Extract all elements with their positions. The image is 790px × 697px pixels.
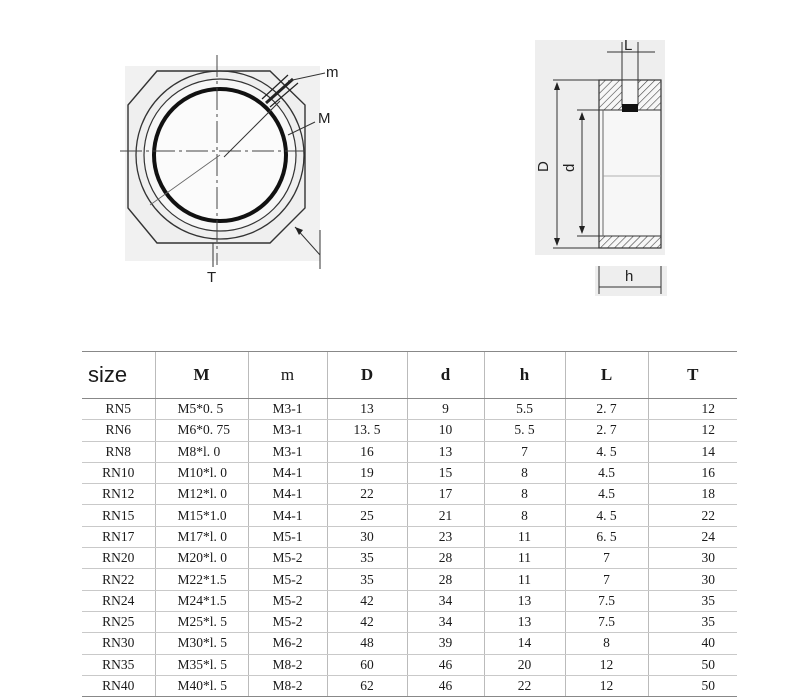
cell-d: 34 — [407, 611, 484, 632]
front-view-drawing — [120, 55, 360, 295]
col-header-T: T — [648, 352, 737, 399]
table-row — [82, 569, 737, 590]
cell-L: 7 — [565, 569, 648, 590]
cell-size: RN5 — [82, 399, 155, 420]
col-header-L: L — [565, 352, 648, 399]
cell-h: 5.5 — [484, 399, 565, 420]
cell-m: M4-1 — [248, 505, 327, 526]
col-header-h: h — [484, 352, 565, 399]
label-M: M — [318, 110, 331, 127]
cell-L: 6. 5 — [565, 526, 648, 547]
cell-L: 8 — [565, 633, 648, 654]
cell-T: 22 — [648, 505, 737, 526]
label-d: d — [561, 163, 578, 172]
col-header-size: size — [82, 352, 155, 399]
cell-h: 13 — [484, 611, 565, 632]
cell-h: 11 — [484, 548, 565, 569]
cell-d: 28 — [407, 548, 484, 569]
table-row — [82, 420, 737, 441]
cell-h: 8 — [484, 505, 565, 526]
cell-L: 7.5 — [565, 611, 648, 632]
cell-h: 11 — [484, 569, 565, 590]
cell-T: 12 — [648, 420, 737, 441]
cell-T: 16 — [648, 462, 737, 483]
cell-D: 13 — [327, 399, 407, 420]
table-row — [82, 548, 737, 569]
cell-L: 4.5 — [565, 462, 648, 483]
label-T: T — [207, 269, 217, 286]
label-L: L — [624, 38, 633, 54]
spec-table-body — [82, 399, 737, 697]
cell-h: 22 — [484, 675, 565, 696]
set-screw — [622, 104, 638, 112]
cell-D: 13. 5 — [327, 420, 407, 441]
cell-d: 9 — [407, 399, 484, 420]
header-row — [82, 352, 737, 399]
cell-T: 40 — [648, 633, 737, 654]
cell-T: 18 — [648, 484, 737, 505]
cell-m: M3-1 — [248, 399, 327, 420]
cell-L: 2. 7 — [565, 399, 648, 420]
cell-size: RN10 — [82, 462, 155, 483]
table-row — [82, 526, 737, 547]
cell-M: M35*l. 5 — [155, 654, 248, 675]
cell-M: M15*1.0 — [155, 505, 248, 526]
cell-M: M8*l. 0 — [155, 441, 248, 462]
cell-d: 17 — [407, 484, 484, 505]
table-row — [82, 441, 737, 462]
cell-m: M5-2 — [248, 611, 327, 632]
cell-D: 25 — [327, 505, 407, 526]
cell-size: RN30 — [82, 633, 155, 654]
cell-d: 23 — [407, 526, 484, 547]
cell-L: 12 — [565, 675, 648, 696]
label-m: m — [326, 64, 339, 81]
cell-D: 35 — [327, 548, 407, 569]
cell-m: M4-1 — [248, 462, 327, 483]
cell-d: 46 — [407, 675, 484, 696]
cell-T: 50 — [648, 675, 737, 696]
cell-d: 15 — [407, 462, 484, 483]
cell-L: 4. 5 — [565, 441, 648, 462]
cell-T: 35 — [648, 611, 737, 632]
table-row — [82, 654, 737, 675]
col-header-d: d — [407, 352, 484, 399]
cell-d: 39 — [407, 633, 484, 654]
cell-D: 16 — [327, 441, 407, 462]
cell-m: M6-2 — [248, 633, 327, 654]
cell-size: RN25 — [82, 611, 155, 632]
cell-T: 30 — [648, 548, 737, 569]
cell-D: 35 — [327, 569, 407, 590]
cell-D: 42 — [327, 590, 407, 611]
cell-h: 8 — [484, 484, 565, 505]
cell-M: M25*l. 5 — [155, 611, 248, 632]
table-row — [82, 675, 737, 696]
cell-T: 35 — [648, 590, 737, 611]
cell-size: RN6 — [82, 420, 155, 441]
cell-L: 7.5 — [565, 590, 648, 611]
cell-L: 4.5 — [565, 484, 648, 505]
cell-M: M17*l. 0 — [155, 526, 248, 547]
cell-size: RN20 — [82, 548, 155, 569]
cell-m: M5-2 — [248, 590, 327, 611]
cell-L: 2. 7 — [565, 420, 648, 441]
cell-m: M5-1 — [248, 526, 327, 547]
bottom-wall-hatch — [599, 236, 661, 248]
table-row — [82, 484, 737, 505]
cell-h: 5. 5 — [484, 420, 565, 441]
cell-D: 60 — [327, 654, 407, 675]
cell-size: RN24 — [82, 590, 155, 611]
cell-d: 34 — [407, 590, 484, 611]
cell-T: 14 — [648, 441, 737, 462]
cell-d: 28 — [407, 569, 484, 590]
label-D: D — [535, 161, 552, 172]
col-header-D: D — [327, 352, 407, 399]
cell-size: RN22 — [82, 569, 155, 590]
cell-L: 12 — [565, 654, 648, 675]
cell-m: M8-2 — [248, 675, 327, 696]
cell-T: 50 — [648, 654, 737, 675]
cell-h: 11 — [484, 526, 565, 547]
table-row — [82, 590, 737, 611]
cell-m: M3-1 — [248, 441, 327, 462]
cell-M: M20*l. 0 — [155, 548, 248, 569]
cell-M: M40*l. 5 — [155, 675, 248, 696]
cell-T: 12 — [648, 399, 737, 420]
cell-L: 7 — [565, 548, 648, 569]
cell-d: 46 — [407, 654, 484, 675]
spec-table — [82, 351, 737, 697]
cell-d: 13 — [407, 441, 484, 462]
cell-M: M10*l. 0 — [155, 462, 248, 483]
cell-h: 7 — [484, 441, 565, 462]
cell-h: 14 — [484, 633, 565, 654]
side-view-drawing — [527, 38, 677, 300]
cell-M: M12*l. 0 — [155, 484, 248, 505]
cell-d: 21 — [407, 505, 484, 526]
col-header-m: m — [248, 352, 327, 399]
cell-D: 42 — [327, 611, 407, 632]
table-row — [82, 399, 737, 420]
label-h: h — [625, 268, 634, 285]
cell-M: M22*1.5 — [155, 569, 248, 590]
cell-D: 48 — [327, 633, 407, 654]
cell-m: M5-2 — [248, 569, 327, 590]
cell-D: 62 — [327, 675, 407, 696]
cell-size: RN40 — [82, 675, 155, 696]
cell-L: 4. 5 — [565, 505, 648, 526]
cell-h: 20 — [484, 654, 565, 675]
cell-m: M3-1 — [248, 420, 327, 441]
cell-m: M4-1 — [248, 484, 327, 505]
col-header-M: M — [155, 352, 248, 399]
cell-D: 22 — [327, 484, 407, 505]
cell-M: M6*0. 75 — [155, 420, 248, 441]
cell-size: RN12 — [82, 484, 155, 505]
cell-M: M5*0. 5 — [155, 399, 248, 420]
table-row — [82, 611, 737, 632]
cell-size: RN17 — [82, 526, 155, 547]
cell-M: M24*1.5 — [155, 590, 248, 611]
cell-h: 13 — [484, 590, 565, 611]
cell-h: 8 — [484, 462, 565, 483]
table-row — [82, 633, 737, 654]
cell-T: 24 — [648, 526, 737, 547]
cell-m: M5-2 — [248, 548, 327, 569]
cell-T: 30 — [648, 569, 737, 590]
cell-M: M30*l. 5 — [155, 633, 248, 654]
table-row — [82, 505, 737, 526]
cell-D: 30 — [327, 526, 407, 547]
table-row — [82, 462, 737, 483]
cell-size: RN15 — [82, 505, 155, 526]
cell-D: 19 — [327, 462, 407, 483]
cell-size: RN35 — [82, 654, 155, 675]
cell-size: RN8 — [82, 441, 155, 462]
cell-m: M8-2 — [248, 654, 327, 675]
cell-d: 10 — [407, 420, 484, 441]
